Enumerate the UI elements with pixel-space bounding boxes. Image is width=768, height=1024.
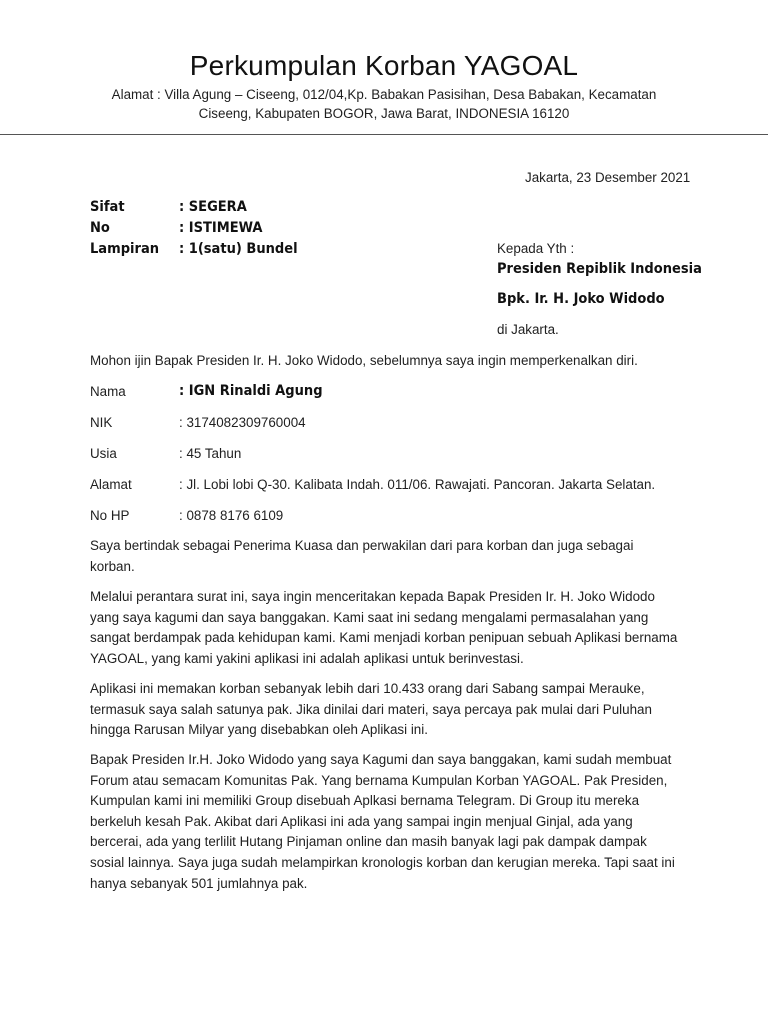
nama-label: Nama xyxy=(90,384,126,399)
hp-label: No HP xyxy=(90,508,130,523)
alamat-label: Alamat xyxy=(90,477,132,492)
usia-label: Usia xyxy=(90,446,117,461)
paragraph-3: Aplikasi ini memakan korban sebanyak lebih dari 10.433 orang dari Sabang sampai Merauke, termasuk saya salah satunya pak. Jika dinilai dari materi, saya percaya pak mulai dari Puluhan hingga Rarusan Milyar yang disebabkan oleh Aplikasi ini. xyxy=(90,681,652,738)
nik-label: NIK xyxy=(90,415,113,430)
intro-text: Mohon ijin Bapak Presiden Ir. H. Joko Widodo, sebelumnya saya ingin memperkenalkan diri. xyxy=(90,353,638,368)
paragraph-4: Bapak Presiden Ir.H. Joko Widodo yang saya Kagumi dan saya banggakan, kami sudah membuat Forum atau semacam Komunitas Pak. Yang bernama Kumpulan Korban YAGOAL. Pak Presiden, Kumpulan kami ini memiliki Group disebuah Aplkasi bernama Telegram. Di Group itu mereka berkeluh kesah Pak. Akibat dari Aplikasi ini ada yang sampai ingin menjual Ginjal, ada yang bercerai, ada yang terlilit Hutang Pinjaman online dan masih banyak lagi pak dampak dampak sosial lainnya. Saya juga sudah melampirkan kronologis korban dan kerugian mereka. Tapi saat ini hanya sebanyak 501 jumlahnya pak. xyxy=(90,752,675,891)
sifat-value: : SEGERA xyxy=(179,199,247,215)
recipient-line-1: Presiden Repiblik Indonesia xyxy=(497,261,702,277)
letterhead-address-line-1: Alamat : Villa Agung – Ciseeng, 012/04,Kp. Babakan Pasisihan, Desa Babakan, Kecamatan xyxy=(111,87,657,102)
nik-value: : 3174082309760004 xyxy=(179,415,306,430)
no-value: : ISTIMEWA xyxy=(179,220,263,236)
recipient-line-2: Bpk. Ir. H. Joko Widodo xyxy=(497,291,665,307)
paragraph-1: Saya bertindak sebagai Penerima Kuasa dan perwakilan dari para korban dan juga sebagai korban. xyxy=(90,538,634,574)
recipient-line-3: di Jakarta. xyxy=(497,322,559,337)
lampiran-label: Lampiran xyxy=(90,241,160,257)
letterhead-address-line-2: Ciseeng, Kabupaten BOGOR, Jawa Barat, INDONESIA 16120 xyxy=(198,106,570,121)
nama-value: : IGN Rinaldi Agung xyxy=(179,383,323,399)
alamat-value: : Jl. Lobi lobi Q-30. Kalibata Indah. 011/06. Rawajati. Pancoran. Jakarta Selatan. xyxy=(179,477,656,492)
letter-date: Jakarta, 23 Desember 2021 xyxy=(525,170,691,185)
letterhead-divider xyxy=(0,134,768,135)
no-label: No xyxy=(90,220,110,236)
recipient-kepada: Kepada Yth : xyxy=(497,241,575,256)
paragraph-2: Melalui perantara surat ini, saya ingin menceritakan kepada Bapak Presiden Ir. H. Joko Widodo yang saya kagumi dan saya banggakan. Kami saat ini sedang mengalami permasalahan yang sangat berdampak pada kehidupan kami. Kami menjadi korban penipuan sebuah Aplikasi bernama YAGOAL, yang kami yakini aplikasi ini adalah aplikasi untuk berinvestasi. xyxy=(90,589,678,666)
lampiran-value: : 1(satu) Bundel xyxy=(179,241,298,257)
usia-value: : 45 Tahun xyxy=(179,446,242,461)
hp-value: : 0878 8176 6109 xyxy=(179,508,284,523)
letterhead-title: Perkumpulan Korban YAGOAL xyxy=(189,50,579,81)
sifat-label: Sifat xyxy=(90,199,125,215)
